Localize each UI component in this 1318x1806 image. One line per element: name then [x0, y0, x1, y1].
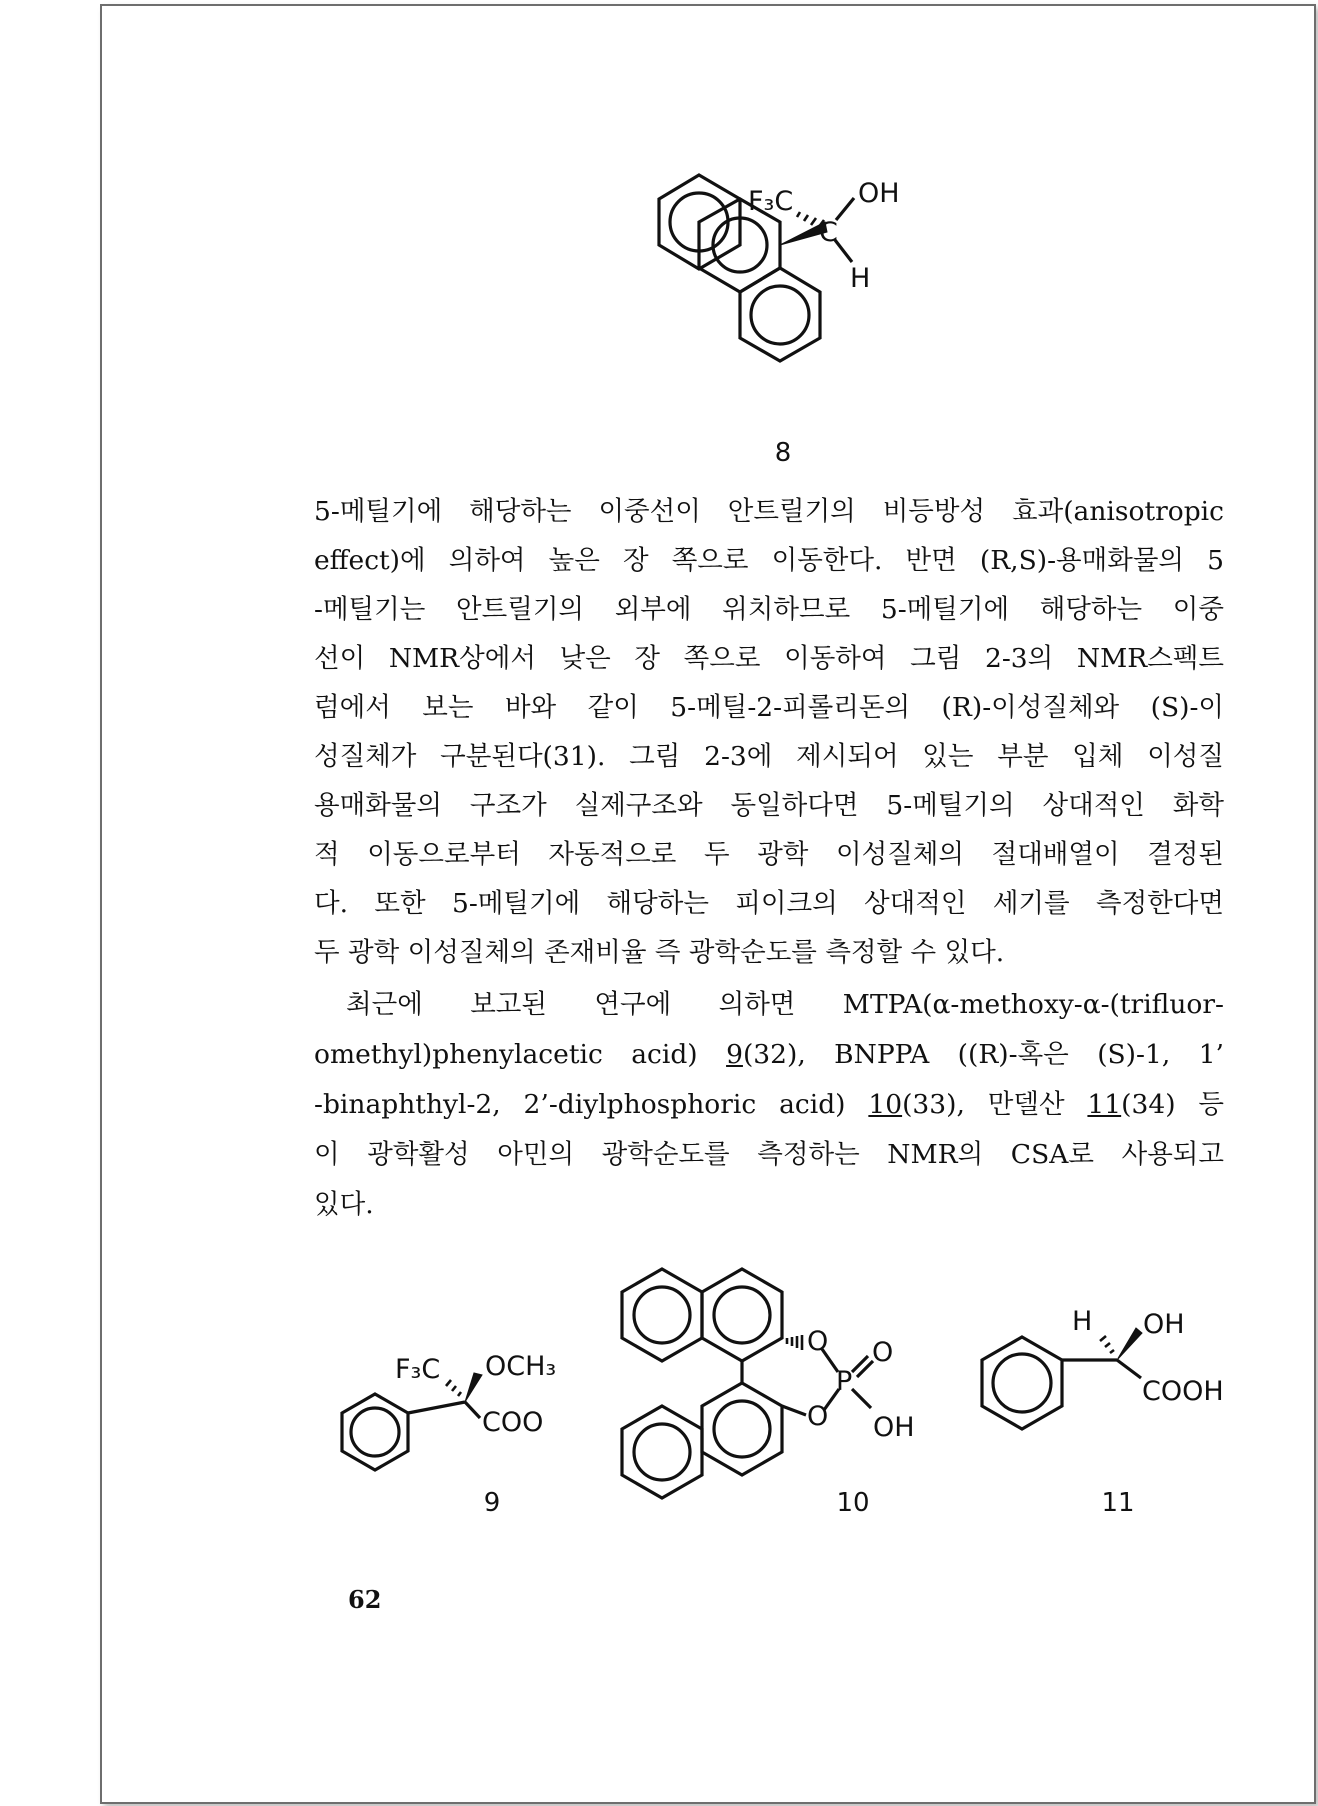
label-cooh: COOH — [1142, 1376, 1224, 1407]
label-cf3: F₃C — [748, 186, 794, 217]
compound-ref-11: 11 — [1087, 1089, 1122, 1120]
bond-c-coo — [465, 1402, 480, 1418]
hashed-bond-o1 — [787, 1335, 802, 1350]
label-h: H — [850, 263, 871, 294]
label-o2: O — [807, 1401, 829, 1432]
paragraph-1-line: 5-메틸기에 해당하는 이중선이 안트릴기의 비등방성 효과(anisotropic — [314, 496, 1224, 527]
benzene-aromatic-circle — [351, 1408, 399, 1456]
label-p: P — [836, 1366, 853, 1397]
page-number: 62 — [348, 1585, 382, 1614]
naphthyl-upper-ring-a-circle — [634, 1287, 690, 1343]
compound-ref-9: 9 — [726, 1039, 743, 1070]
label-oh: OH — [1143, 1309, 1185, 1340]
compound-9-structure — [330, 1330, 590, 1500]
label-och3: OCH₃ — [485, 1351, 557, 1382]
paragraph-1-line: 럼에서 보는 바와 같이 5-메틸-2-피롤리돈의 (R)-이성질체와 (S)-이 — [314, 692, 1224, 723]
paragraph-2-line: 최근에 보고된 연구에 의하면 MTPA(α-methoxy-α-(trifluor- — [346, 989, 1224, 1020]
compound-10-structure — [595, 1265, 955, 1525]
paragraph-1-line: 적 이동으로부터 자동적으로 두 광학 이성질체의 절대배열이 결정된 — [314, 839, 1224, 870]
paragraph-1-line: -메틸기는 안트릴기의 외부에 위치하므로 5-메틸기에 해당하는 이중 — [314, 594, 1224, 625]
text-run: (34) 등 — [1121, 1089, 1225, 1120]
paragraph-1-line: 용매화물의 구조가 실제구조와 동일하다면 5-메틸기의 상대적인 화학 — [314, 790, 1224, 821]
label-h: H — [1072, 1306, 1093, 1337]
text-run: (32), BNPPA ((R)-혹은 (S)-1, 1’ — [742, 1039, 1224, 1070]
bond-c-oh — [836, 198, 854, 220]
compound-10-number: 10 — [836, 1488, 870, 1518]
naphthyl-lower-ring-a-circle — [714, 1401, 770, 1457]
hashed-bond-h — [1100, 1336, 1114, 1353]
benzene-aromatic-circle — [993, 1354, 1051, 1412]
bond-p-oh — [852, 1389, 871, 1408]
bond-c-cooh — [1117, 1360, 1141, 1378]
label-cf3: F₃C — [395, 1354, 441, 1385]
label-oh: OH — [873, 1412, 915, 1443]
paragraph-2-line — [314, 1030, 1224, 1079]
label-oh: OH — [858, 178, 900, 209]
compound-11-number: 11 — [1101, 1488, 1135, 1518]
compound-9-number: 9 — [483, 1488, 501, 1518]
compound-11-structure — [965, 1290, 1245, 1470]
text-run: omethyl)phenylacetic acid) — [314, 1039, 727, 1070]
compound-ref-10: 10 — [868, 1089, 903, 1120]
paragraph-2-line: 이 광학활성 아민의 광학순도를 측정하는 NMR의 CSA로 사용되고 — [314, 1139, 1224, 1170]
bond-o2-ring — [782, 1406, 806, 1415]
wedge-bond-och3 — [465, 1373, 482, 1402]
ring-bottom-aromatic-circle — [751, 286, 809, 344]
compound-8-structure — [630, 160, 930, 460]
label-coo: COO — [482, 1407, 544, 1438]
bond-ring-c — [408, 1402, 465, 1413]
text-run: -binaphthyl-2, 2’-diylphosphoric acid) — [314, 1089, 869, 1120]
label-c: C — [819, 217, 838, 248]
label-o1: O — [807, 1326, 829, 1357]
wedge-bond-oh — [1117, 1328, 1142, 1360]
hashed-bond-cf3 — [446, 1380, 461, 1396]
paragraph-1-line: effect)에 의하여 높은 장 쪽으로 이동한다. 반면 (R,S)-용매화물의 5 — [314, 545, 1224, 576]
paragraph-1-line: 선이 NMR상에서 낮은 장 쪽으로 이동하여 그림 2-3의 NMR스펙트 — [314, 643, 1224, 674]
paragraph-2-line: 있다. — [314, 1189, 374, 1220]
label-o3: O — [872, 1337, 894, 1368]
text-run: (33), 만델산 — [902, 1089, 1088, 1120]
naphthyl-upper-ring-b-circle — [714, 1287, 770, 1343]
paragraph-1-line: 두 광학 이성질체의 존재비율 즉 광학순도를 측정할 수 있다. — [314, 937, 1005, 968]
paragraph-2-line — [314, 1080, 1224, 1129]
compound-8-number: 8 — [774, 438, 792, 468]
naphthyl-lower-ring-b-circle — [634, 1424, 690, 1480]
paragraph-1-line: 다. 또한 5-메틸기에 해당하는 피이크의 상대적인 세기를 측정한다면 — [314, 888, 1224, 919]
paragraph-1-line: 성질체가 구분된다(31). 그림 2-3에 제시되어 있는 부분 입체 이성질 — [314, 741, 1224, 772]
